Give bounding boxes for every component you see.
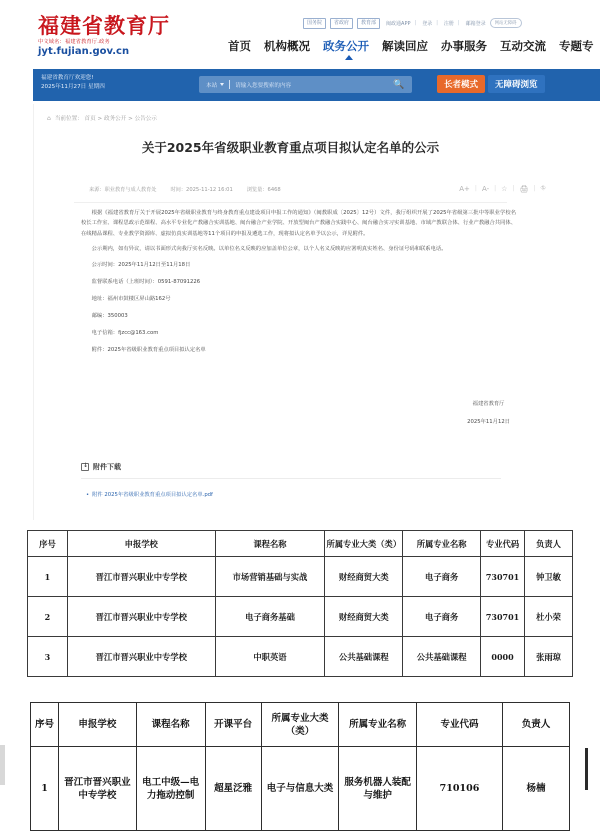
- col-header-major-name: 所属专业名称: [339, 703, 417, 747]
- nav-item-interaction[interactable]: 互动交流: [500, 39, 546, 53]
- col-header-course: 课程名称: [136, 703, 205, 747]
- cell-major-code: 710106: [416, 747, 502, 831]
- cell-owner: 杨楠: [503, 747, 570, 831]
- cell-index: 1: [31, 747, 59, 831]
- download-icon: [81, 463, 89, 471]
- welcome-greeting: 福建省教育厅欢迎您!: [41, 75, 94, 81]
- cell-owner: 张雨琼: [525, 637, 573, 677]
- article-container: [33, 104, 546, 520]
- article-body: [81, 208, 516, 362]
- cell-index: 3: [28, 637, 68, 677]
- font-decrease-icon[interactable]: A-: [481, 184, 490, 193]
- nav-item-services[interactable]: 办事服务: [441, 39, 487, 53]
- cell-owner: 钟卫敏: [525, 557, 573, 597]
- table-header-row: [31, 703, 570, 747]
- search-box[interactable]: [199, 76, 412, 93]
- home-icon: ⌂: [47, 114, 51, 122]
- signature-org: 福建省教育厅: [472, 401, 505, 407]
- postcode-line: 邮编：350003: [91, 312, 128, 319]
- search-scope-label[interactable]: 本站: [206, 82, 218, 89]
- table-1-region: [0, 524, 600, 694]
- attachment-head-label: 附件下载: [93, 463, 121, 471]
- article-paragraph-2: 公示期内，如有异议，请以书面形式向我厅实名反映。以单位名义反映的应加盖单位公章，以个人名义反映的应署明真实姓名、身份证号码和联系电话。: [91, 246, 447, 253]
- table-row: [31, 747, 570, 831]
- cell-school: 晋江市晋兴职业中专学校: [67, 557, 215, 597]
- col-header-index: 序号: [31, 703, 59, 747]
- attachment-file-name[interactable]: 附件 2025年省级职业教育重点项目拟认定名单.pdf: [92, 492, 213, 498]
- cell-major-category: 财经商贸大类: [325, 597, 403, 637]
- cell-index: 2: [28, 597, 68, 637]
- nav-item-government-disclosure[interactable]: 政务公开: [323, 39, 369, 53]
- tool-divider: |: [512, 185, 515, 192]
- search-divider: [229, 80, 230, 89]
- cell-course: 中职英语: [215, 637, 325, 677]
- site-header: [0, 0, 600, 62]
- utility-links: [303, 17, 593, 29]
- util-link-login[interactable]: 登录: [422, 20, 433, 27]
- article-paragraph-1: 根据《福建省教育厅关于开展2025年省级职业教育与终身教育重点建设项目申报工作的通知》（闽教职成〔2025〕12号）文件，我厅组织开展了2025年省级第三批中等职业学校名校长工作室、课程思政示范课程、高水平专业化产教融合实训基地、闽台融合产业学院、开放型闽台产教融合实践中心、闽台融合实习实训基地、市域产教联合体、行业产教融合共同体、在线精品课程、专业教学资源库、虚拟仿真实训基地等11个项目的申报及遴选工作，现将拟认定名单予以公示，详见附件。: [81, 210, 516, 237]
- util-link-jiaoyubu[interactable]: 教育部: [357, 18, 380, 29]
- table-2-region: [0, 694, 600, 840]
- col-header-index: 序号: [28, 531, 68, 557]
- elder-mode-button[interactable]: 长者模式: [437, 75, 485, 93]
- cell-school: 晋江市晋兴职业中专学校: [59, 747, 137, 831]
- util-link-shengzhengfu[interactable]: 省政府: [330, 18, 353, 29]
- nav-item-interpretation[interactable]: 解读回应: [382, 39, 428, 53]
- article-meta: [89, 185, 497, 193]
- col-header-owner: 负责人: [525, 531, 573, 557]
- chevron-down-icon[interactable]: [220, 83, 224, 86]
- cell-major-name: 服务机器人装配与维护: [339, 747, 417, 831]
- page-title: 关于2025年省级职业教育重点项目拟认定名单的公示: [141, 140, 440, 155]
- cell-major-name: 公共基础课程: [403, 637, 481, 677]
- nav-item-special-topics[interactable]: 专题专: [559, 39, 594, 53]
- accessibility-button[interactable]: 无障碍浏览: [488, 75, 545, 93]
- right-scroll-marker[interactable]: [585, 748, 588, 790]
- notice-period: 公示时间：2025年11月12日至11月18日: [91, 261, 191, 268]
- breadcrumb-text[interactable]: 当前位置： 首页 > 政务公开 > 公告公示: [54, 116, 157, 122]
- article-time: 时间：2025-11-12 16:01: [170, 187, 233, 193]
- tool-divider: |: [494, 185, 497, 192]
- cell-major-code: 730701: [481, 557, 525, 597]
- welcome-block: [41, 74, 105, 92]
- util-divider: |: [436, 20, 438, 26]
- recognition-list-table-2: [30, 702, 570, 831]
- col-header-school: 申报学校: [59, 703, 137, 747]
- bullet-icon: •: [86, 492, 90, 498]
- cell-index: 1: [28, 557, 68, 597]
- col-header-major-code: 专业代码: [416, 703, 502, 747]
- cell-major-category: 电子与信息大类: [261, 747, 339, 831]
- search-icon[interactable]: 🔍: [393, 79, 405, 90]
- email-line: 电子信箱：fjzcc@163.com: [91, 329, 159, 336]
- table-row: [28, 637, 573, 677]
- article-signature: [467, 395, 510, 431]
- util-divider: |: [414, 20, 417, 26]
- table-header-row: [28, 531, 573, 557]
- attachment-line: 附件：2025年省级职业教育重点项目拟认定名单: [91, 346, 206, 353]
- col-header-major-category: 所属专业大类（类）: [261, 703, 339, 747]
- col-header-platform: 开课平台: [205, 703, 261, 747]
- nav-item-organization[interactable]: 机构概况: [264, 39, 310, 53]
- site-logo-subtitle: 中文域名：福建省教育厅.政务: [38, 39, 110, 45]
- cell-course: 电子商务基础: [215, 597, 325, 637]
- cell-major-name: 电子商务: [403, 597, 481, 637]
- cell-major-category: 公共基础课程: [325, 637, 403, 677]
- signature-date: 2025年11月12日: [467, 419, 510, 425]
- util-link-register[interactable]: 注册: [443, 20, 454, 27]
- col-header-major-name: 所属专业名称: [403, 531, 481, 557]
- cell-school: 晋江市晋兴职业中专学校: [67, 637, 215, 677]
- col-header-school: 申报学校: [67, 531, 215, 557]
- attachment-divider: [81, 478, 501, 479]
- recognition-list-table-1: [27, 530, 573, 677]
- font-increase-icon[interactable]: A+: [459, 184, 470, 193]
- address-line: 地址：福州市鼓楼区屏山路162号: [91, 295, 171, 302]
- util-link-accessibility[interactable]: 网站无障碍: [490, 18, 522, 28]
- util-divider: |: [457, 20, 460, 26]
- breadcrumb: [47, 114, 157, 122]
- col-header-owner: 负责人: [503, 703, 570, 747]
- cell-platform: 超星泛雅: [205, 747, 261, 831]
- main-navigation: [228, 38, 594, 54]
- attachment-section-title: [81, 462, 121, 472]
- cell-course: 电工中级—电力拖动控制: [136, 747, 205, 831]
- table-row: [28, 597, 573, 637]
- cell-major-code: 0000: [481, 637, 525, 677]
- article-source: 来源：职业教育与成人教育处: [89, 187, 157, 193]
- col-header-major-code: 专业代码: [481, 531, 525, 557]
- cell-school: 晋江市晋兴职业中专学校: [67, 597, 215, 637]
- cell-course: 市场营销基础与实战: [215, 557, 325, 597]
- tool-divider: |: [474, 185, 477, 192]
- site-logo-url: jyt.fujian.gov.cn: [38, 46, 130, 57]
- supervision-phone: 监督联系电话（上班时间）：0591-87091226: [91, 278, 201, 285]
- tool-divider: |: [533, 185, 536, 192]
- article-tools: [459, 184, 546, 193]
- cell-major-category: 财经商贸大类: [325, 557, 403, 597]
- search-band: [33, 69, 600, 101]
- article-views: 浏览量：6468: [246, 187, 281, 193]
- share-icon[interactable]: ⛗: [540, 184, 546, 192]
- nav-item-home[interactable]: 首页: [228, 39, 251, 53]
- welcome-date: 2025年11月27日 星期四: [41, 84, 105, 90]
- cell-major-code: 730701: [481, 597, 525, 637]
- left-scroll-marker[interactable]: [0, 745, 5, 785]
- table-row: [28, 557, 573, 597]
- attachment-download-link[interactable]: [86, 490, 213, 498]
- site-logo[interactable]: [38, 14, 170, 58]
- util-link-mail-login[interactable]: 邮箱登录: [465, 20, 486, 27]
- search-input[interactable]: 请输入您要搜索的内容: [235, 82, 292, 89]
- cell-major-name: 电子商务: [403, 557, 481, 597]
- col-header-course: 课程名称: [215, 531, 325, 557]
- favorite-star-icon[interactable]: ☆: [501, 184, 508, 193]
- site-logo-title: 福建省教育厅: [38, 13, 170, 38]
- cell-owner: 杜小荣: [525, 597, 573, 637]
- util-link-guowuyuan[interactable]: 国务院: [303, 18, 326, 29]
- util-link-minzhengtong-app[interactable]: 闽政通APP: [386, 20, 411, 27]
- col-header-major-category: 所属专业大类（类）: [325, 531, 403, 557]
- print-icon[interactable]: 🖨: [519, 184, 529, 193]
- nav-active-caret-icon: [345, 55, 353, 60]
- meta-divider: [74, 202, 507, 203]
